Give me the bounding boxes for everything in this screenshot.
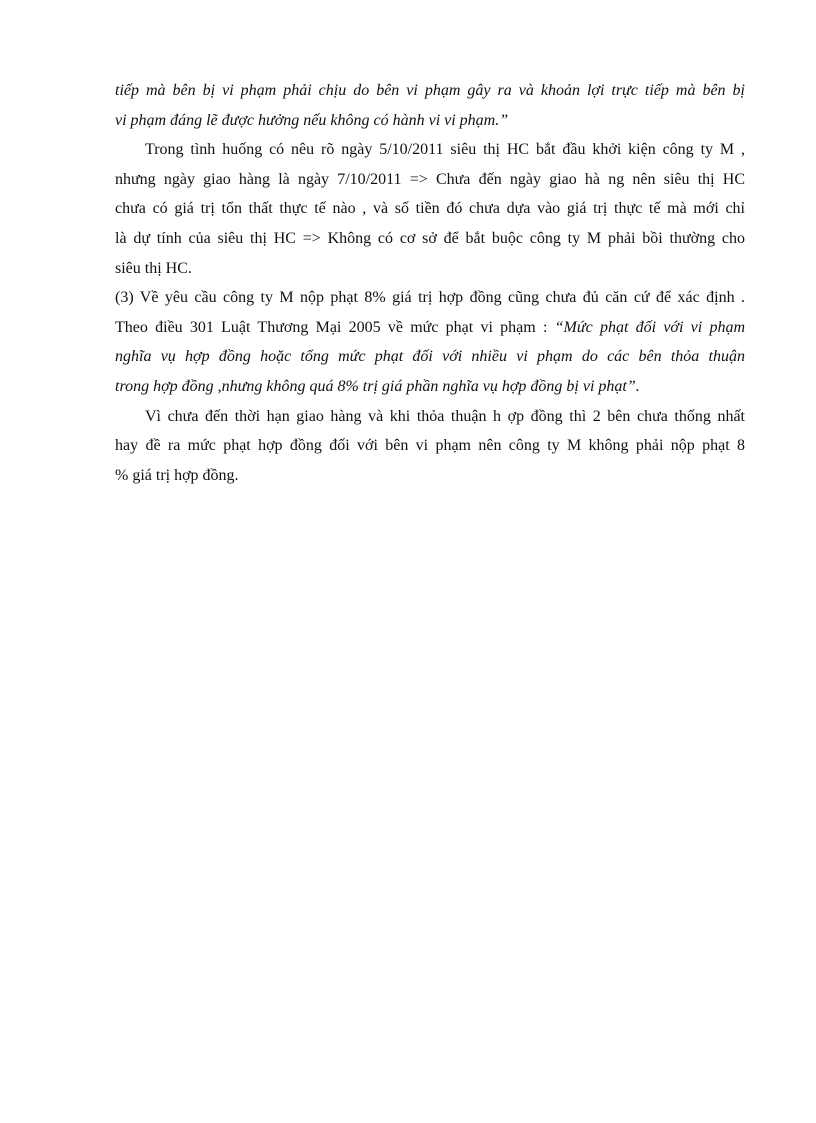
body-text [115, 76, 745, 490]
paragraph-2-line-1: Trong tình huống có nêu rõ ngày 5/10/2011 siêu thị HC bắt đầu khởi kiện công ty M , [145, 141, 745, 159]
paragraph-4-line-3: % giá trị hợp đồng. [115, 466, 239, 484]
article-quote-start: “Mức phạt đối với vi phạm [554, 318, 745, 336]
paragraph-4-line-1: Vì chưa đến thời hạn giao hàng và khi thỏa thuận h ợp đồng thì 2 bên chưa thống nhất [145, 407, 745, 425]
paragraph-3-line-2 [115, 313, 745, 343]
paragraph-4-line-2: hay đề ra mức phạt hợp đồng đối với bên vi phạm nên công ty M không phải nộp phạt 8 [115, 437, 745, 455]
paragraph-2-line-2: nhưng ngày giao hàng là ngày 7/10/2011 => Chưa đến ngày giao hà ng nên siêu thị HC [115, 170, 745, 188]
paragraph-3-line-1: (3) Về yêu cầu công ty M nộp phạt 8% giá trị hợp đồng cũng chưa đủ căn cứ để xác định . [115, 289, 745, 307]
article-reference-text: Theo điều 301 Luật Thương Mại 2005 về mức phạt vi phạm : [115, 318, 555, 336]
quote-line-1: tiếp mà bên bị vi phạm phải chịu do bên vi phạm gây ra và khoản lợi trực tiếp mà bên bị [115, 82, 745, 99]
paragraph-2-line-5: siêu thị HC. [115, 259, 192, 277]
paragraph-2-line-4: là dự tính của siêu thị HC => Không có cơ sở để bắt buộc công ty M phải bồi thường cho [115, 229, 745, 247]
paragraph-2-line-3: chưa có giá trị tổn thất thực tế nào , và số tiền đó chưa dựa vào giá trị thực tế mà mới chỉ [115, 200, 745, 218]
paragraph-3-line-4: trong hợp đồng ,nhưng không quá 8% trị giá phần nghĩa vụ hợp đồng bị vi phạt”. [115, 377, 640, 395]
paragraph-3-line-3: nghĩa vụ hợp đồng hoặc tổng mức phạt đối với nhiều vi phạm do các bên thỏa thuận [115, 348, 745, 366]
quote-line-2: vi phạm đáng lẽ được hưởng nếu không có hành vi vi phạm.” [115, 111, 509, 129]
